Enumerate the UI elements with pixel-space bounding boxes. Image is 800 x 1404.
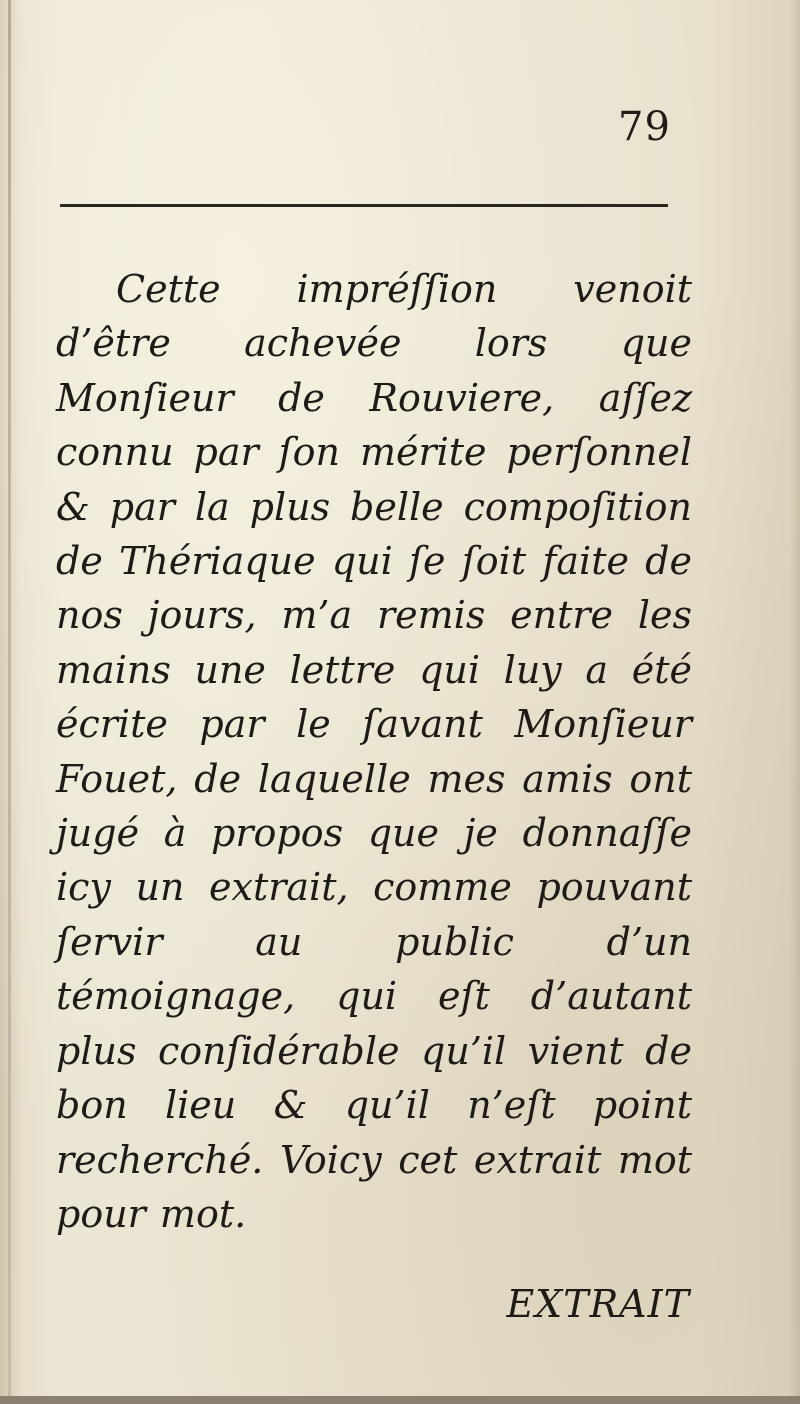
header-rule [60,204,668,207]
page-number: 79 [618,104,671,150]
catchword: EXTRAIT [506,1282,690,1326]
binding-gutter [8,0,11,1404]
page-bottom-edge [0,1396,800,1404]
body-paragraph: Cette impréſſion venoit d’être achevée lors que Monſieur de Rouviere, aſſez connu par ſon mérite perſonnel & par la plus belle compoſition de Thériaque qui ſe ſoit faite de nos jours, m’a remis entre les mains une lettre qui luy a été écrite par le ſavant Monſieur Fouet, de laquelle mes amis ont jugé à propos que je donnaſſe icy un extrait, comme pouvant ſervir au public d’un témoignage, qui eſt d’autant plus conſidérable qu’il vient de bon lieu & qu’il n’eſt point recherché. Voicy cet extrait mot pour mot. [56,267,692,1236]
